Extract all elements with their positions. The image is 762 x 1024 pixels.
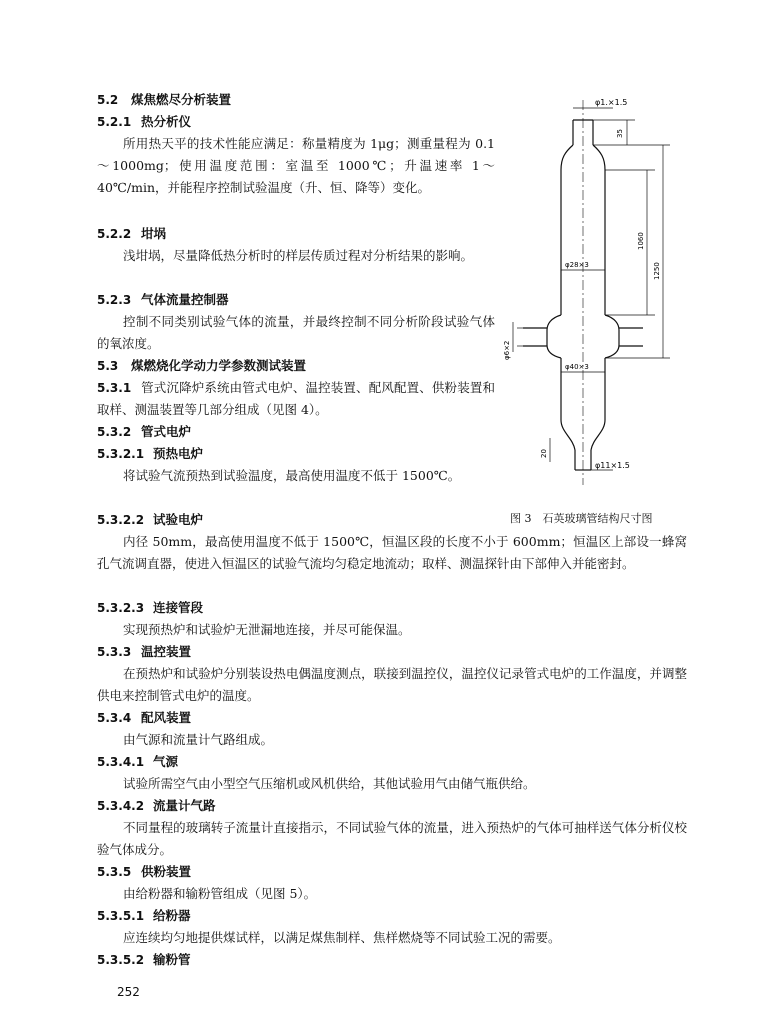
heading-5-3-5-2: 5.3.5.2 输粉管	[97, 952, 191, 967]
page-number: 252	[117, 985, 140, 999]
left-side-port	[523, 328, 547, 346]
para-5-3-1: 5.3.1 管式沉降炉系统由管式电炉、温控装置、配风配置、供粉装置和取样、测温装置等几部分组成（见图 4）。	[97, 380, 495, 417]
figure-caption: 图 3 石英玻璃管结构尺寸图	[510, 512, 653, 525]
para-5-3-5-1: 应连续均匀地提供煤试样，以满足煤焦制样、焦样燃烧等不同试验工况的需要。	[123, 930, 561, 945]
para-5-2-2: 浅坩埚，尽量降低热分析时的样层传质过程对分析结果的影响。	[123, 248, 474, 263]
para-5-3-3: 在预热炉和试验炉分别装设热电偶温度测点，联接到温控仪，温控仪记录管式电炉的工作温度，并调整供电来控制管式电炉的温度。	[97, 666, 687, 703]
heading-5-3: 5.3 煤燃烧化学动力学参数测试装置	[97, 358, 307, 373]
heading-5-3-2-1: 5.3.2.1 预热电炉	[97, 446, 204, 461]
para-5-3-4: 由气源和流量计气路组成。	[123, 732, 274, 747]
dim-6: φ6×2	[503, 340, 511, 360]
para-5-3-2-3: 实现预热炉和试验炉无泄漏地连接，并尽可能保温。	[123, 622, 411, 637]
dim-40: φ40×3	[565, 363, 589, 371]
para-5-3-2-1: 将试验气流预热到试验温度，最高使用温度不低于 1500℃。	[123, 468, 461, 483]
dim-1250: 1250	[653, 262, 661, 280]
heading-5-2-2: 5.2.2 坩埚	[97, 226, 167, 241]
heading-5-3-2: 5.3.2 管式电炉	[97, 424, 192, 439]
para-5-3-4-2: 不同量程的玻璃转子流量计直接指示，不同试验气体的流量，进入预热炉的气体可抽样送气体分析仪校验气体成分。	[97, 820, 687, 857]
dim-bottom: φ11×1.5	[595, 461, 630, 470]
dim-20: 20	[540, 449, 548, 458]
para-5-3-2-2: 内径 50mm，最高使用温度不低于 1500℃，恒温区段的长度不小于 600mm；恒温区上部设一蜂窝孔气流调直器，使进入恒温区的试验气流均匀稳定地流动；取样、测温探针由下部伸入并能密封。	[97, 534, 687, 571]
middle-bulge-left	[547, 315, 561, 358]
heading-5-3-5-1: 5.3.5.1 给粉器	[97, 908, 191, 923]
dim-28: φ28×3	[565, 261, 589, 269]
heading-5-3-4-1: 5.3.4.1 气源	[97, 754, 179, 769]
heading-5-3-4-2: 5.3.4.2 流量计气路	[97, 798, 216, 813]
heading-5-2-1: 5.2.1 热分析仪	[97, 114, 192, 129]
heading-5-3-3: 5.3.3 温控装置	[97, 644, 192, 659]
heading-5-2: 5.2 煤焦燃尽分析装置	[97, 92, 232, 107]
heading-5-3-5: 5.3.5 供粉装置	[97, 864, 192, 879]
para-5-3-4-1: 试验所需空气由小型空气压缩机或风机供给，其他试验用气由储气瓶供给。	[123, 776, 536, 791]
middle-bulge-right	[605, 315, 619, 358]
heading-5-3-2-2: 5.3.2.2 试验电炉	[97, 512, 204, 527]
dim-35: 35	[616, 129, 624, 138]
heading-5-3-4: 5.3.4 配风装置	[97, 710, 192, 725]
tube-diagram	[495, 90, 695, 490]
para-5-2-3: 控制不同类别试验气体的流量，并最终控制不同分析阶段试验气体的氧浓度。	[97, 314, 495, 351]
dim-1060: 1060	[637, 232, 645, 250]
right-side-port	[619, 328, 643, 346]
figure-quartz-tube	[495, 90, 695, 490]
dim-top: φ1.×1.5	[595, 98, 628, 107]
heading-5-3-2-3: 5.3.2.3 连接管段	[97, 600, 204, 615]
para-5-2-1: 所用热天平的技术性能应满足：称量精度为 1μg；测重量程为 0.1～1000mg；使用温度范围：室温至 1000℃；升温速率 1～40℃/min，并能程序控制试验温度（升、恒、降等）变化。	[97, 136, 495, 195]
heading-5-2-3: 5.2.3 气体流量控制器	[97, 292, 229, 307]
para-5-3-5: 由给粉器和输粉管组成（见图 5）。	[123, 886, 317, 901]
